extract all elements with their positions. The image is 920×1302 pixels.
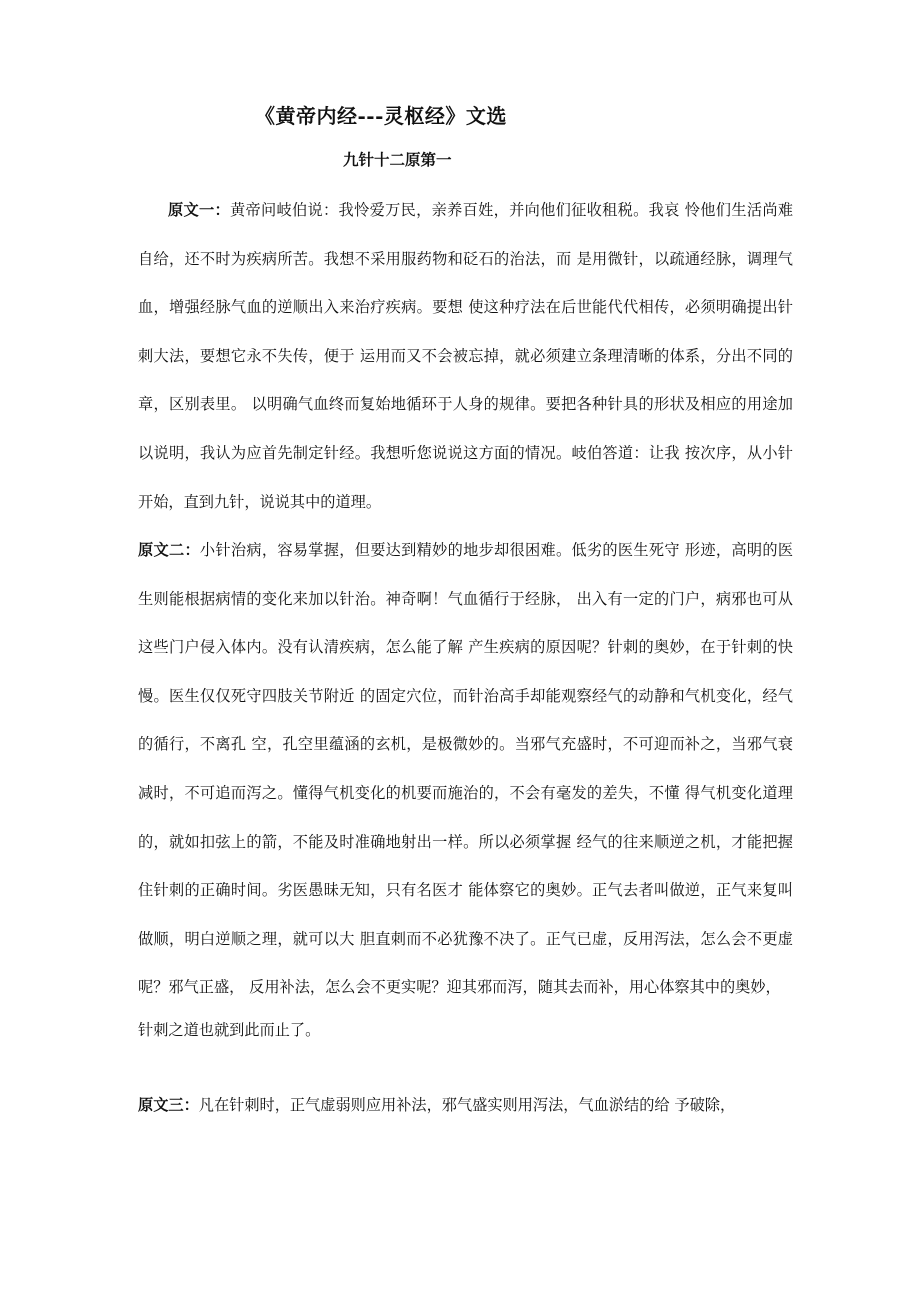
paragraph-2-continuation xyxy=(138,1016,793,1044)
paragraph-lead: 原文二： xyxy=(138,541,200,559)
paragraph-lead: 原文三： xyxy=(138,1096,199,1114)
paragraph-text: 凡在针刺时，正气虚弱则应用补法，邪气盛实则用泻法，气血淤结的给 予破除， xyxy=(198,1096,736,1114)
paragraph-1 xyxy=(138,186,793,526)
paragraph-3 xyxy=(138,1081,793,1130)
paragraph-text: 黄帝问岐伯说：我怜爱万民，亲养百姓，并向他们征收租税。我哀 怜他们生活尚难自给，还不时为疾病所苦。我想不采用服药物和砭石的治法，而 是用微针，以疏通经脉，调理气血，增强经脉气血的逆顺出入来治疗疾病。要想 使这种疗法在后世能代代相传，必须明确提出针刺大法，要想它永不失传，便于 运用而又不会被忘掉，就必须建立条理清晰的体系，分出不同的章，区别表里。 以明确气血终而复始地循环于人身的规律。要把各种针具的形状及相应的用途加 以说明，我认为应首先制定针经。我想听您说说这方面的情况。岐伯答道：让我 按次序，从小针开始，直到九针，说说其中的道理。 xyxy=(138,201,794,511)
paragraph-lead: 原文一： xyxy=(168,201,231,219)
paragraph-text: 针刺之道也就到此而止了。 xyxy=(138,1021,321,1039)
paragraph-text: 小针治病，容易掌握，但要达到精妙的地步却很困难。低劣的医生死守 形迹，高明的医生则能根据病情的变化来加以针治。神奇啊！气血循行于经脉， 出入有一定的门户，病邪也可从这些门户侵入体内。没有认清疾病，怎么能了解 产生疾病的原因呢？针刺的奥妙，在于针刺的快慢。医生仅仅死守四肢关节附近 的固定穴位，而针治高手却能观察经气的动静和气机变化，经气的循行，不离孔 空，孔空里蕴涵的玄机，是极微妙的。当邪气充盛时，不可迎而补之，当邪气衰 减时，不可追而泻之。懂得气机变化的机要而施治的，不会有毫发的差失，不懂 得气机变化道理的，就如扣弦上的箭，不能及时准确地射出一样。所以必须掌握 经气的往来顺逆之机，才能把握住针刺的正确时间。劣医愚昧无知，只有名医才 能体察它的奥妙。正气去者叫做逆，正气来复叫做顺，明白逆顺之理，就可以大 胆直刺而不必犹豫不决了。正气已虚，反用泻法，怎么会不更虚呢？邪气正盛， 反用补法，怎么会不更实呢？迎其邪而泻，随其去而补，用心体察其中的奥妙， xyxy=(138,541,794,997)
chapter-subtitle: 九针十二原第一 xyxy=(343,150,452,169)
document-title: 《黄帝内经---灵枢经》文选 xyxy=(255,104,507,128)
paragraph-2 xyxy=(138,526,793,1012)
